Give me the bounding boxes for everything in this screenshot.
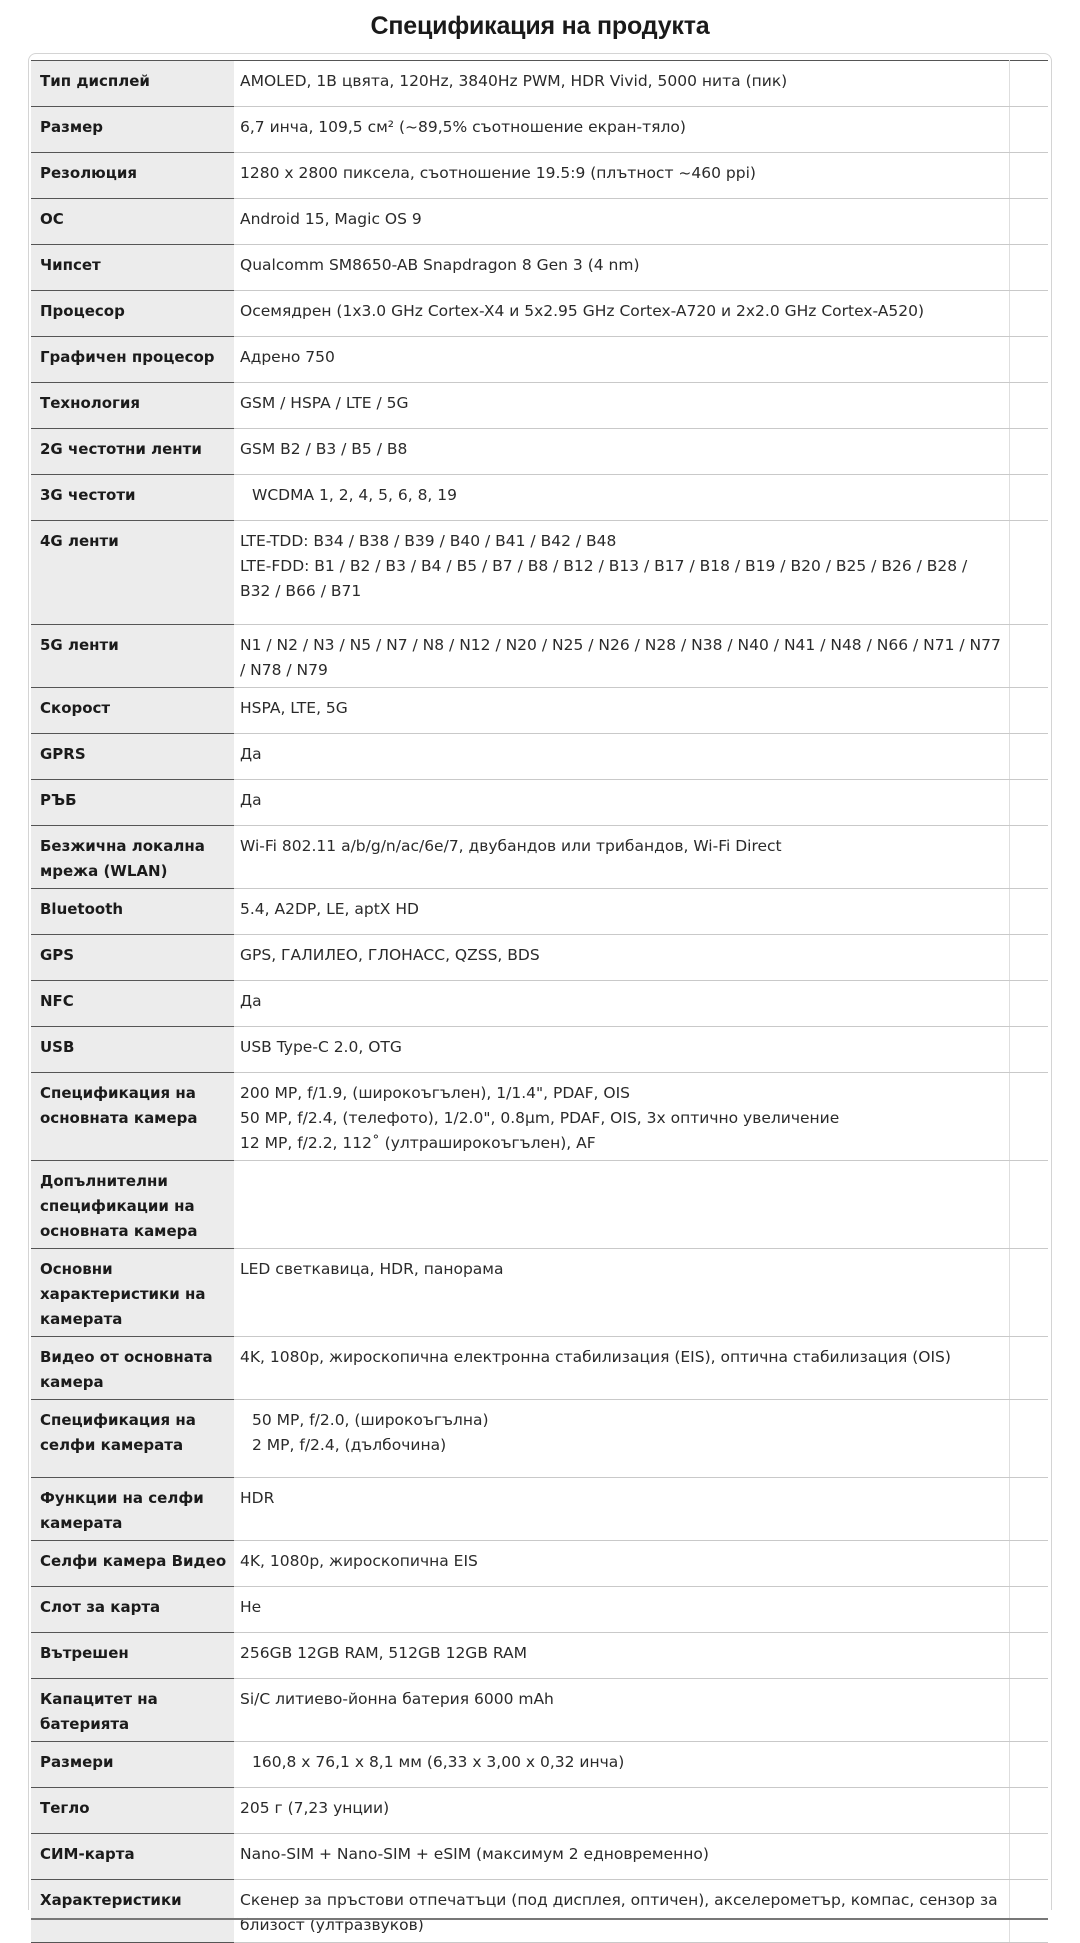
table-bottom-rule: [31, 1918, 1048, 1920]
spec-row-spacer: [1009, 153, 1048, 199]
spec-value: [234, 935, 1009, 981]
spec-label: Графичен процесор: [31, 337, 234, 383]
spec-row: [31, 521, 1048, 625]
spec-value: [234, 1834, 1009, 1880]
spec-row-spacer: [1009, 688, 1048, 734]
spec-table-card: [28, 53, 1052, 1934]
spec-value-line: 256GB 12GB RAM, 512GB 12GB RAM: [240, 1644, 527, 1662]
spec-row: [31, 1249, 1048, 1337]
spec-row: [31, 199, 1048, 245]
spec-row-spacer: [1009, 429, 1048, 475]
spec-value-line: LED светкавица, HDR, панорама: [240, 1260, 504, 1278]
spec-label: USB: [31, 1027, 234, 1073]
spec-row: [31, 1788, 1048, 1834]
spec-row-spacer: [1009, 1742, 1048, 1788]
spec-row-spacer: [1009, 1880, 1048, 1943]
spec-label: Основни характеристики на камерата: [31, 1249, 234, 1337]
spec-value-line: WCDMA 1, 2, 4, 5, 6, 8, 19: [252, 486, 458, 504]
spec-row-spacer: [1009, 61, 1048, 107]
spec-row-spacer: [1009, 935, 1048, 981]
spec-row-spacer: [1009, 981, 1048, 1027]
spec-row: [31, 1073, 1048, 1161]
spec-row: [31, 383, 1048, 429]
spec-value-line: LTE-FDD: B1 / B2 / B3 / B4 / B5 / B7 / B8 / B12 / B13 / B17 / B18 / B19 / B20 / B25 / B26 / B28 / B32 / B66 / B71: [240, 557, 968, 600]
spec-value: [234, 1027, 1009, 1073]
spec-label: Резолюция: [31, 153, 234, 199]
spec-value: [234, 245, 1009, 291]
spec-row-spacer: [1009, 1073, 1048, 1161]
spec-label: 4G ленти: [31, 521, 234, 625]
spec-value: [234, 475, 1009, 521]
spec-label: GPS: [31, 935, 234, 981]
spec-row: [31, 1478, 1048, 1541]
spec-value: [234, 889, 1009, 935]
spec-label: 2G честотни ленти: [31, 429, 234, 475]
spec-row-spacer: [1009, 245, 1048, 291]
spec-value: [234, 1478, 1009, 1541]
spec-row: [31, 780, 1048, 826]
spec-value: [234, 981, 1009, 1027]
spec-value: [234, 1742, 1009, 1788]
spec-value-line: 12 MP, f/2.2, 112˚ (ултраширокоъгълен), AF: [240, 1134, 596, 1152]
spec-row-spacer: [1009, 291, 1048, 337]
spec-value-line: GSM / HSPA / LTE / 5G: [240, 394, 409, 412]
spec-value-line: USB Type-C 2.0, OTG: [240, 1038, 402, 1056]
spec-label: GPRS: [31, 734, 234, 780]
spec-value-line: Не: [240, 1598, 262, 1616]
spec-row-spacer: [1009, 1249, 1048, 1337]
spec-row: [31, 1337, 1048, 1400]
spec-row: [31, 935, 1048, 981]
spec-label: Размер: [31, 107, 234, 153]
spec-row-spacer: [1009, 734, 1048, 780]
spec-row-spacer: [1009, 337, 1048, 383]
spec-row: [31, 826, 1048, 889]
spec-value: [234, 1633, 1009, 1679]
spec-row-spacer: [1009, 1788, 1048, 1834]
spec-value-line: N1 / N2 / N3 / N5 / N7 / N8 / N12 / N20 / N25 / N26 / N28 / N38 / N40 / N41 / N48 / N66 / N71 / N77 / N78 / N79: [240, 636, 1001, 679]
spec-value: [234, 1587, 1009, 1633]
spec-label: Допълнителни спецификации на основната камера: [31, 1161, 234, 1249]
spec-value: [234, 734, 1009, 780]
spec-row: [31, 1400, 1048, 1478]
spec-label: Спецификация на основната камера: [31, 1073, 234, 1161]
spec-value: [234, 1880, 1009, 1943]
spec-value-line: 50 MP, f/2.0, (широкоъгълна): [252, 1411, 489, 1429]
spec-value-line: GSM B2 / B3 / B5 / B8: [240, 440, 408, 458]
spec-row-spacer: [1009, 1161, 1048, 1249]
spec-value: [234, 1073, 1009, 1161]
spec-row: [31, 153, 1048, 199]
spec-row: [31, 1161, 1048, 1249]
spec-value-line: 160,8 x 76,1 x 8,1 мм (6,33 x 3,00 x 0,32 инча): [252, 1753, 625, 1771]
spec-value-line: LTE-TDD: B34 / B38 / B39 / B40 / B41 / B42 / B48: [240, 532, 617, 550]
spec-row-spacer: [1009, 1027, 1048, 1073]
spec-value-line: 4K, 1080p, жироскопична EIS: [240, 1552, 478, 1570]
spec-row: [31, 981, 1048, 1027]
spec-value-line: 4K, 1080p, жироскопична електронна стабилизация (EIS), оптична стабилизация (OIS): [240, 1348, 951, 1366]
spec-value-line: Скенер за пръстови отпечатъци (под дисплея, оптичен), акселерометър, компас, сензор за близост (ултразвуков): [240, 1891, 998, 1934]
spec-row: [31, 1541, 1048, 1587]
spec-row: [31, 625, 1048, 688]
spec-row-spacer: [1009, 625, 1048, 688]
spec-row: [31, 1633, 1048, 1679]
spec-row: [31, 337, 1048, 383]
spec-row: [31, 889, 1048, 935]
spec-value: [234, 625, 1009, 688]
spec-value-line: 1280 x 2800 пиксела, съотношение 19.5:9 (плътност ~460 ppi): [240, 164, 756, 182]
spec-row: [31, 291, 1048, 337]
spec-value-line: Wi-Fi 802.11 a/b/g/n/ac/6e/7, двубандов или трибандов, Wi-Fi Direct: [240, 837, 782, 855]
spec-row: [31, 61, 1048, 107]
spec-label: Селфи камера Видео: [31, 1541, 234, 1587]
spec-row-spacer: [1009, 521, 1048, 625]
spec-label: Капацитет на батерията: [31, 1679, 234, 1742]
spec-value: [234, 291, 1009, 337]
spec-value-line: HDR: [240, 1489, 275, 1507]
spec-value: [234, 1249, 1009, 1337]
spec-value: [234, 199, 1009, 245]
spec-label: Тегло: [31, 1788, 234, 1834]
spec-value-line: Android 15, Magic OS 9: [240, 210, 422, 228]
spec-label: Bluetooth: [31, 889, 234, 935]
spec-value: [234, 1679, 1009, 1742]
spec-value: [234, 826, 1009, 889]
spec-row-spacer: [1009, 1541, 1048, 1587]
spec-value: [234, 1541, 1009, 1587]
spec-label: Размери: [31, 1742, 234, 1788]
spec-row: [31, 1742, 1048, 1788]
spec-row: [31, 734, 1048, 780]
spec-row: [31, 1880, 1048, 1943]
spec-label: Слот за карта: [31, 1587, 234, 1633]
spec-row: [31, 1027, 1048, 1073]
spec-label: Спецификация на селфи камерата: [31, 1400, 234, 1478]
spec-label: Чипсет: [31, 245, 234, 291]
spec-table: [31, 60, 1048, 1943]
spec-value: [234, 337, 1009, 383]
spec-row: [31, 1834, 1048, 1880]
spec-value: [234, 429, 1009, 475]
spec-value: [234, 1400, 1009, 1478]
spec-value: [234, 521, 1009, 625]
spec-row: [31, 475, 1048, 521]
spec-label: Скорост: [31, 688, 234, 734]
spec-row-spacer: [1009, 475, 1048, 521]
spec-row-spacer: [1009, 107, 1048, 153]
spec-row-spacer: [1009, 1400, 1048, 1478]
spec-value-line: Да: [240, 791, 262, 809]
spec-row-spacer: [1009, 1679, 1048, 1742]
spec-value-line: 6,7 инча, 109,5 см² (~89,5% съотношение екран-тяло): [240, 118, 686, 136]
spec-label: Функции на селфи камерата: [31, 1478, 234, 1541]
spec-label: NFC: [31, 981, 234, 1027]
spec-label: Технология: [31, 383, 234, 429]
page-title: Спецификация на продукта: [370, 12, 710, 40]
spec-value-line: 205 г (7,23 унции): [240, 1799, 390, 1817]
spec-row-spacer: [1009, 826, 1048, 889]
spec-label: 5G ленти: [31, 625, 234, 688]
spec-value-line: 200 MP, f/1.9, (широкоъгълен), 1/1.4", PDAF, OIS: [240, 1084, 630, 1102]
spec-value-line: Да: [240, 992, 262, 1010]
spec-row-spacer: [1009, 1478, 1048, 1541]
spec-label: Тип дисплей: [31, 61, 234, 107]
spec-label: Характеристики: [31, 1880, 234, 1943]
spec-value: [234, 780, 1009, 826]
spec-label: РЪБ: [31, 780, 234, 826]
spec-row: [31, 1587, 1048, 1633]
spec-label: СИМ-карта: [31, 1834, 234, 1880]
spec-row-spacer: [1009, 1587, 1048, 1633]
spec-row: [31, 1679, 1048, 1742]
spec-value-line: Nano-SIM + Nano-SIM + eSIM (максимум 2 едновременно): [240, 1845, 709, 1863]
spec-row-spacer: [1009, 1337, 1048, 1400]
spec-value-line: Адрено 750: [240, 348, 335, 366]
spec-label: Процесор: [31, 291, 234, 337]
spec-value-line: Да: [240, 745, 262, 763]
spec-row-spacer: [1009, 1633, 1048, 1679]
spec-row-spacer: [1009, 199, 1048, 245]
spec-value: [234, 688, 1009, 734]
spec-label: Безжична локална мрежа (WLAN): [31, 826, 234, 889]
spec-value-line: 5.4, A2DP, LE, aptX HD: [240, 900, 419, 918]
spec-value-line: 50 MP, f/2.4, (телефото), 1/2.0", 0.8µm, PDAF, OIS, 3x оптично увеличение: [240, 1109, 840, 1127]
spec-row: [31, 429, 1048, 475]
spec-value-line: GPS, ГАЛИЛЕО, ГЛОНАСС, QZSS, BDS: [240, 946, 540, 964]
spec-value: [234, 61, 1009, 107]
spec-label: 3G честоти: [31, 475, 234, 521]
spec-value: [234, 153, 1009, 199]
spec-value-line: HSPA, LTE, 5G: [240, 699, 348, 717]
spec-row: [31, 688, 1048, 734]
spec-value: [234, 1788, 1009, 1834]
spec-label: Вътрешен: [31, 1633, 234, 1679]
spec-row-spacer: [1009, 780, 1048, 826]
spec-value-line: Осемядрен (1x3.0 GHz Cortex-X4 и 5x2.95 GHz Cortex-A720 и 2x2.0 GHz Cortex-A520): [240, 302, 925, 320]
spec-value: [234, 1337, 1009, 1400]
spec-label: ОС: [31, 199, 234, 245]
spec-value-line: Qualcomm SM8650-AB Snapdragon 8 Gen 3 (4 nm): [240, 256, 640, 274]
spec-row-spacer: [1009, 383, 1048, 429]
spec-value: [234, 383, 1009, 429]
spec-value-line: Si/C литиево-йонна батерия 6000 mAh: [240, 1690, 554, 1708]
spec-value-line: AMOLED, 1B цвята, 120Hz, 3840Hz PWM, HDR Vivid, 5000 нита (пик): [240, 72, 788, 90]
spec-value-line: 2 MP, f/2.4, (дълбочина): [252, 1436, 447, 1454]
spec-value: [234, 107, 1009, 153]
spec-row-spacer: [1009, 1834, 1048, 1880]
spec-row-spacer: [1009, 889, 1048, 935]
spec-row: [31, 107, 1048, 153]
spec-value: [234, 1161, 1009, 1249]
spec-row: [31, 245, 1048, 291]
spec-label: Видео от основната камера: [31, 1337, 234, 1400]
